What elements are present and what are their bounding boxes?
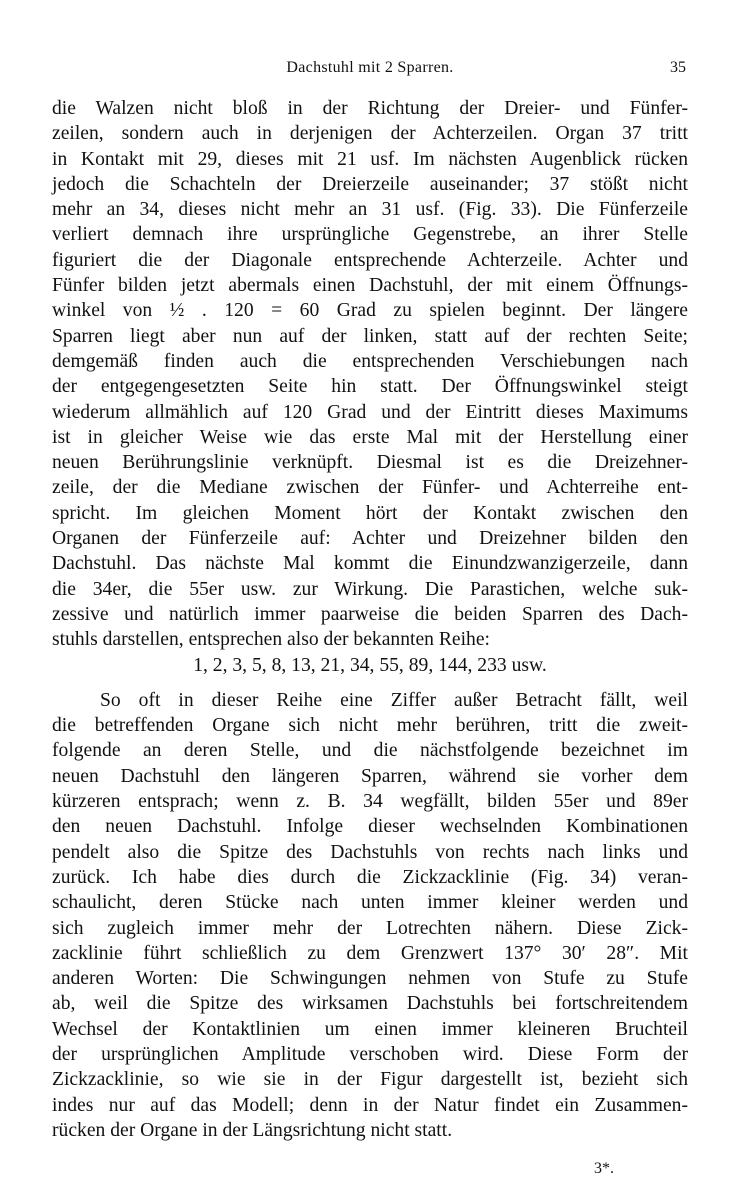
book-page [52,0,688,1200]
text-line: winkel von ½ . 120 = 60 Grad zu spielen beginnt. Der längere [52,300,688,322]
text-line: zacklinie führt schließlich zu dem Grenzwert 137° 30′ 28″. Mit [52,942,688,964]
text-line: mehr an 34, dieses nicht mehr an 31 usf. (Fig. 33). Die Fünferzeile [52,199,688,221]
text-line: der entgegengesetzten Seite hin statt. Der Öffnungswinkel steigt [52,376,688,398]
page-number: 35 [670,59,686,76]
paragraph-2 [52,688,688,1143]
text-line: stuhls darstellen, entsprechen also der bekannten Reihe: [52,629,490,651]
text-line: der ursprünglichen Amplitude verschoben wird. Diese Form der [52,1043,688,1065]
text-line: pendelt also die Spitze des Dachstuhls von rechts nach links und [52,841,688,863]
text-line: Dachstuhl. Das nächste Mal kommt die Einundzwanzigerzeile, dann [52,553,688,575]
text-line: neuen Dachstuhl den längeren Sparren, während sie vorher dem [52,765,688,787]
text-line: zessive und natürlich immer paarweise die beiden Sparren des Dach- [52,603,688,625]
text-line: wiederum allmählich auf 120 Grad und der Eintritt dieses Maximums [52,401,688,423]
text-line: zeile, der die Mediane zwischen der Fünfer- und Achterreihe ent- [52,477,688,499]
text-line: Wechsel der Kontaktlinien um einen immer kleineren Bruchteil [52,1018,688,1040]
text-line: ab, weil die Spitze des wirksamen Dachstuhls bei fortschreitendem [52,993,688,1015]
text-line: Zickzacklinie, so wie sie in der Figur dargestellt ist, bezieht sich [52,1069,688,1091]
text-line: sich zugleich immer mehr der Lotrechten nähern. Diese Zick- [52,917,688,939]
text-line: kürzeren entsprach; wenn z. B. 34 wegfällt, bilden 55er und 89er [52,791,688,813]
text-line: indes nur auf das Modell; denn in der Natur findet ein Zusammen- [52,1094,688,1116]
text-line: anderen Worten: Die Schwingungen nehmen von Stufe zu Stufe [52,968,688,990]
text-line: Fünfer bilden jetzt abermals einen Dachstuhl, der mit einem Öffnungs- [52,275,688,297]
text-line: die Walzen nicht bloß in der Richtung der Dreier- und Fünfer- [52,98,688,119]
text-line: zurück. Ich habe dies durch die Zickzacklinie (Fig. 34) veran- [52,866,688,888]
text-line: neuen Berührungslinie verknüpft. Diesmal ist es die Dreizehner- [52,452,688,474]
signature-mark: 3*. [594,1160,614,1177]
text-line: die betreffenden Organe sich nicht mehr berühren, tritt die zweit- [52,715,688,737]
text-line: spricht. Im gleichen Moment hört der Kontakt zwischen den [52,502,688,524]
paragraph-1 [52,96,688,678]
paragraph-gap [52,678,688,688]
text-line: den neuen Dachstuhl. Infolge dieser wechselnden Kombinationen [52,816,688,838]
text-line: Sparren liegt aber nun auf der linken, statt auf der rechten Seite; [52,325,688,347]
body-text [52,96,688,1143]
text-line: ist in gleicher Weise wie das erste Mal mit der Herstellung einer [52,426,688,448]
text-line: jedoch die Schachteln der Dreierzeile auseinander; 37 stößt nicht [52,173,688,195]
text-line: verliert demnach ihre ursprüngliche Gegenstrebe, an ihrer Stelle [52,224,688,246]
text-line: Organen der Fünferzeile auf: Achter und Dreizehner bilden den [52,528,688,550]
text-line: So oft in dieser Reihe eine Ziffer außer Betracht fällt, weil [100,689,688,711]
text-line: in Kontakt mit 29, dieses mit 21 usf. Im nächsten Augenblick rücken [52,148,688,170]
running-head [52,56,688,80]
text-line: zeilen, sondern auch in derjenigen der Achterzeilen. Organ 37 tritt [52,123,688,145]
text-line: figuriert die der Diagonale entsprechende Achterzeile. Achter und [52,249,688,271]
text-line: die 34er, die 55er usw. zur Wirkung. Die Parastichen, welche suk- [52,578,688,600]
text-line: schaulicht, deren Stücke nach unten immer kleiner werden und [52,892,688,914]
text-line: rücken der Organe in der Längsrichtung nicht statt. [52,1119,453,1141]
running-title: Dachstuhl mit 2 Sparren. [286,59,454,76]
fibonacci-series-line: 1, 2, 3, 5, 8, 13, 21, 34, 55, 89, 144, 233 usw. [193,654,547,676]
text-line: demgemäß finden auch die entsprechenden Verschiebungen nach [52,350,688,372]
text-line: folgende an deren Stelle, und die nächstfolgende bezeichnet im [52,740,688,762]
